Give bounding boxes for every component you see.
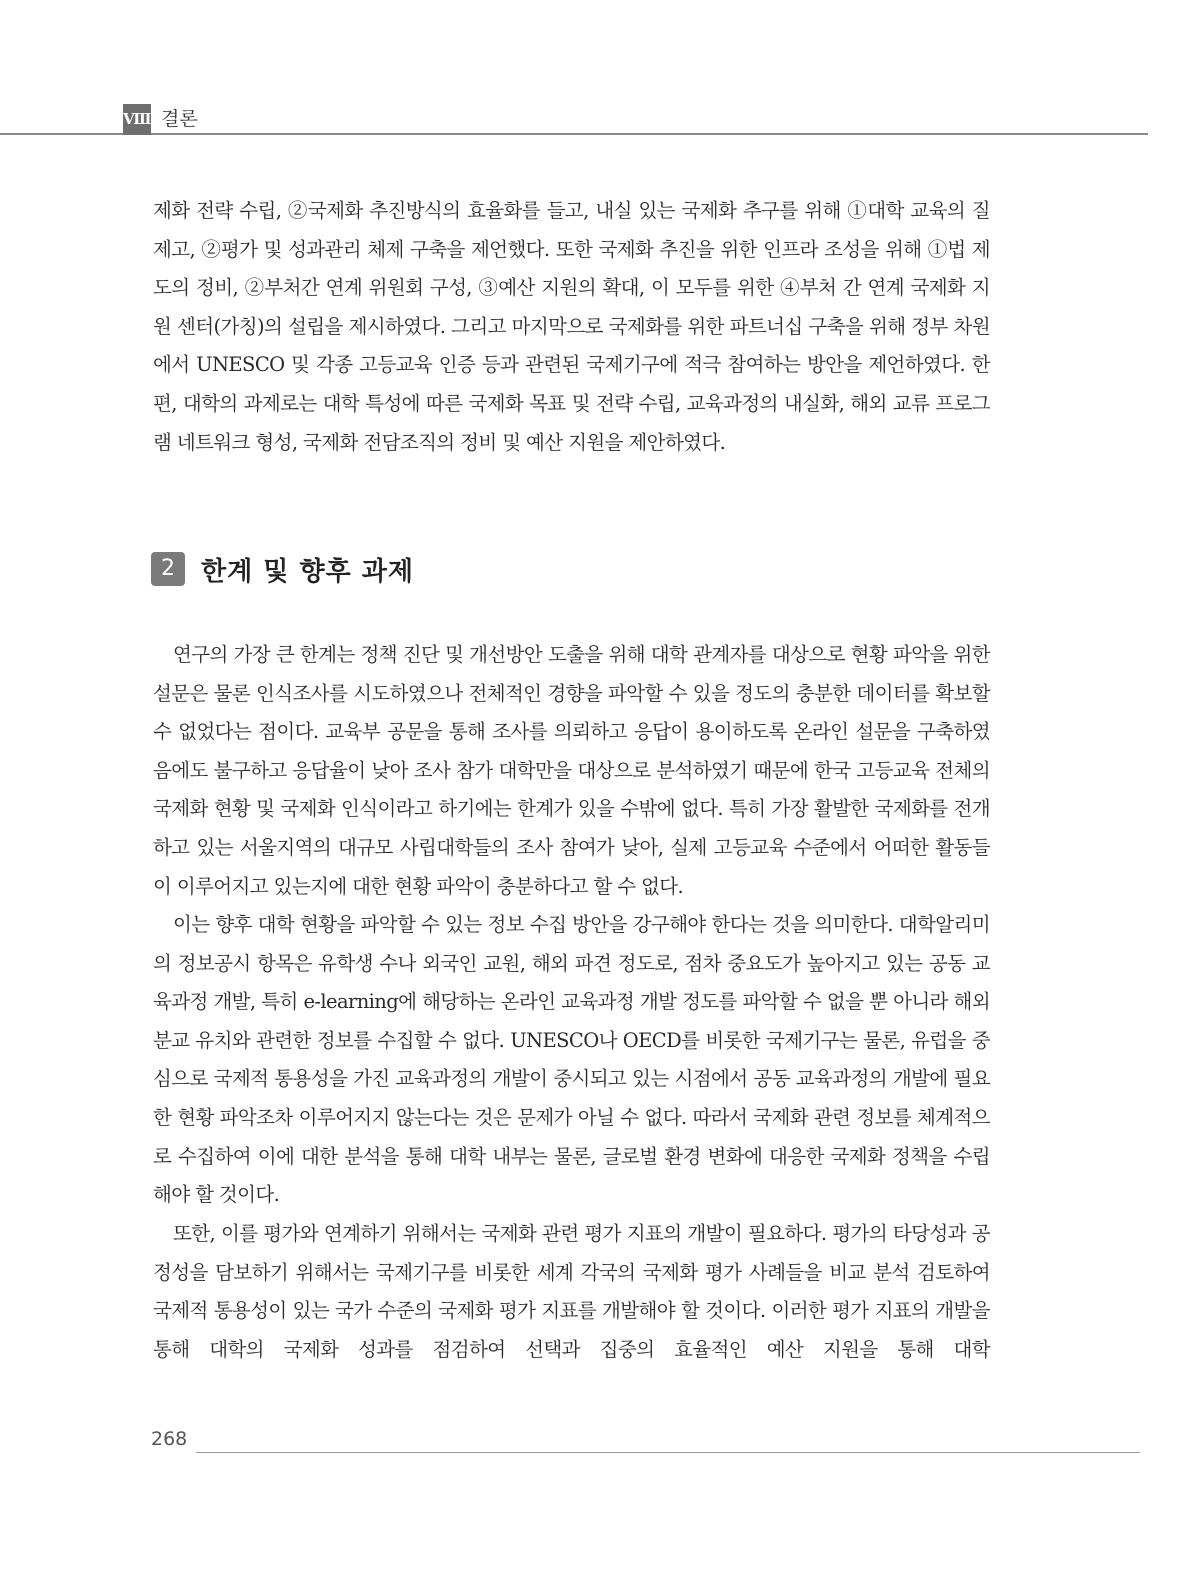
header-rule [0,133,1148,135]
paragraph-information-collection: 이는 향후 대학 현황을 파악할 수 있는 정보 수집 방안을 강구해야 한다는 것을 의미한다. 대학알리미의 정보공시 항목은 유학생 수나 외국인 교원, 해외 파견 정도로, 점차 중요도가 높아지고 있는 공동 교육과정 개발, 특히 e-learning에 해당하는 온라인 교육과정 개발 정도를 파악할 수 없을 뿐 아니라 해외 분교 유치와 관련한 정보를 수집할 수 없다. UNESCO나 OECD를 비롯한 국제기구는 물론, 유럽을 중심으로 국제적 통용성을 가진 교육과정의 개발이 중시되고 있는 시점에서 공동 교육과정의 개발에 필요한 현황 파악조차 이루어지지 않는다는 것은 문제가 아닐 수 없다. 따라서 국제화 관련 정보를 체계적으로 수집하여 이에 대한 분석을 통해 대학 내부는 물론, 글로벌 환경 변화에 대응한 국제화 정책을 수립해야 할 것이다. [153,913,990,1207]
section-heading [151,549,414,589]
footer-rule [196,1452,1140,1453]
chapter-number-badge: Ⅷ [123,104,151,135]
chapter-title: 결론 [161,108,198,130]
paragraph-evaluation-indicators: 또한, 이를 평가와 연계하기 위해서는 국제화 관련 평가 지표의 개발이 필요하다. 평가의 타당성과 공정성을 담보하기 위해서는 국제기구를 비롯한 세계 각국의 국제화 평가 사례들을 비교 분석 검토하여 국제적 통용성이 있는 국가 수준의 국제화 평가 지표를 개발해야 할 것이다. 이러한 평가 지표의 개발을 통해 대학의 국제화 성과를 점검하여 선택과 집중의 효율적인 예산 지원을 통해 대학 [153,1222,990,1361]
page-header [0,100,1148,136]
intro-paragraph: 제화 전략 수립, ②국제화 추진방식의 효율화를 들고, 내실 있는 국제화 추구를 위해 ①대학 교육의 질 제고, ②평가 및 성과관리 체제 구축을 제언했다. 또한 국제화 추진을 위한 인프라 조성을 위해 ①법 제도의 정비, ②부처간 연계 위원회 구성, ③예산 지원의 확대, 이 모두를 위한 ④부처 간 연계 국제화 지원 센터(가칭)의 설립을 제시하였다. 그리고 마지막으로 국제화를 위한 파트너십 구축을 위해 정부 차원에서 UNESCO 및 각종 고등교육 인증 등과 관련된 국제기구에 적극 참여하는 방안을 제언하였다. 한편, 대학의 과제로는 대학 특성에 따른 국제화 목표 및 전략 수립, 교육과정의 내실화, 해외 교류 프로그램 네트워크 형성, 국제화 전담조직의 정비 및 예산 지원을 제안하였다. [153,199,990,454]
section-number-badge: 2 [151,552,185,586]
paragraph-limitations: 연구의 가장 큰 한계는 정책 진단 및 개선방안 도출을 위해 대학 관계자를 대상으로 현황 파악을 위한 설문은 물론 인식조사를 시도하였으나 전체적인 경향을 파악할 수 있을 정도의 충분한 데이터를 확보할 수 없었다는 점이다. 교육부 공문을 통해 조사를 의뢰하고 응답이 용이하도록 온라인 설문을 구축하였음에도 불구하고 응답율이 낮아 조사 참가 대학만을 대상으로 분석하였기 때문에 한국 고등교육 전체의 국제화 현황 및 국제화 인식이라고 하기에는 한계가 있을 수밖에 없다. 특히 가장 활발한 국제화를 전개하고 있는 서울지역의 대규모 사립대학들의 조사 참여가 낮아, 실제 고등교육 수준에서 어떠한 활동들이 이루어지고 있는지에 대한 현황 파악이 충분하다고 할 수 없다. [153,643,990,898]
page-number: 268 [151,1428,188,1450]
section-title: 한계 및 향후 과제 [201,556,414,587]
